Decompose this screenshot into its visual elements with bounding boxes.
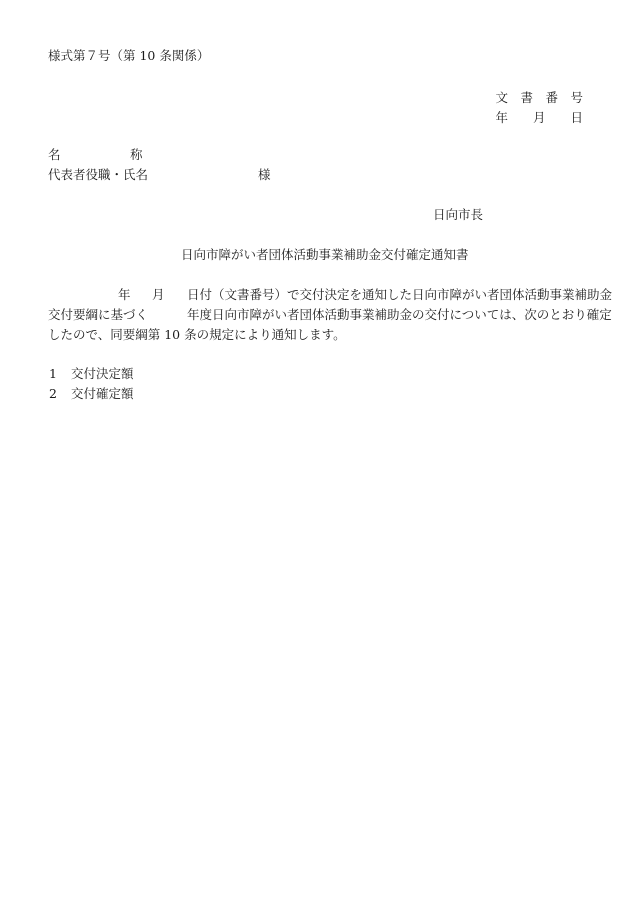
recipient-block	[48, 149, 308, 189]
form-number: 様式第７号（第 10 条関係）	[48, 48, 210, 63]
item-list	[49, 368, 134, 408]
name-label-second: 称	[130, 147, 143, 162]
list-item	[49, 368, 134, 388]
item-label: 交付決定額	[71, 366, 134, 381]
item-number: 2	[49, 386, 57, 401]
body-line-3-text: したので、同要綱第 10 条の規定により通知します。	[48, 327, 346, 342]
date-label: 年 月 日	[495, 110, 583, 125]
body-month-label: 月	[152, 287, 165, 302]
body-year-label: 年	[118, 287, 131, 302]
list-item	[49, 388, 134, 408]
body-line-3	[48, 329, 584, 349]
document-number-label: 文 書 番 号	[495, 90, 583, 105]
recipient-representative-row	[48, 169, 308, 189]
body-line-1	[48, 287, 613, 309]
name-label-first: 名	[48, 147, 61, 162]
body-line-1-text: 日付（文書番号）で交付決定を通知した日向市障がい者団体活動事業補助金	[187, 287, 613, 302]
representative-label: 代表者役職・氏名	[48, 167, 149, 182]
sender-name: 日向市長	[433, 207, 484, 222]
document-title: 日向市障がい者団体活動事業補助金交付確定通知書	[181, 247, 469, 262]
body-text	[48, 287, 613, 349]
item-number: 1	[49, 366, 57, 381]
honorific: 様	[258, 167, 271, 182]
document-meta	[495, 92, 583, 132]
body-line-2-text: 年度日向市障がい者団体活動事業補助金の交付については、次のとおり確定	[187, 307, 612, 322]
body-line-2	[48, 307, 612, 329]
body-line-2-start: 交付要綱に基づく	[48, 307, 149, 322]
item-label: 交付確定額	[71, 386, 134, 401]
recipient-name-row	[48, 149, 308, 169]
